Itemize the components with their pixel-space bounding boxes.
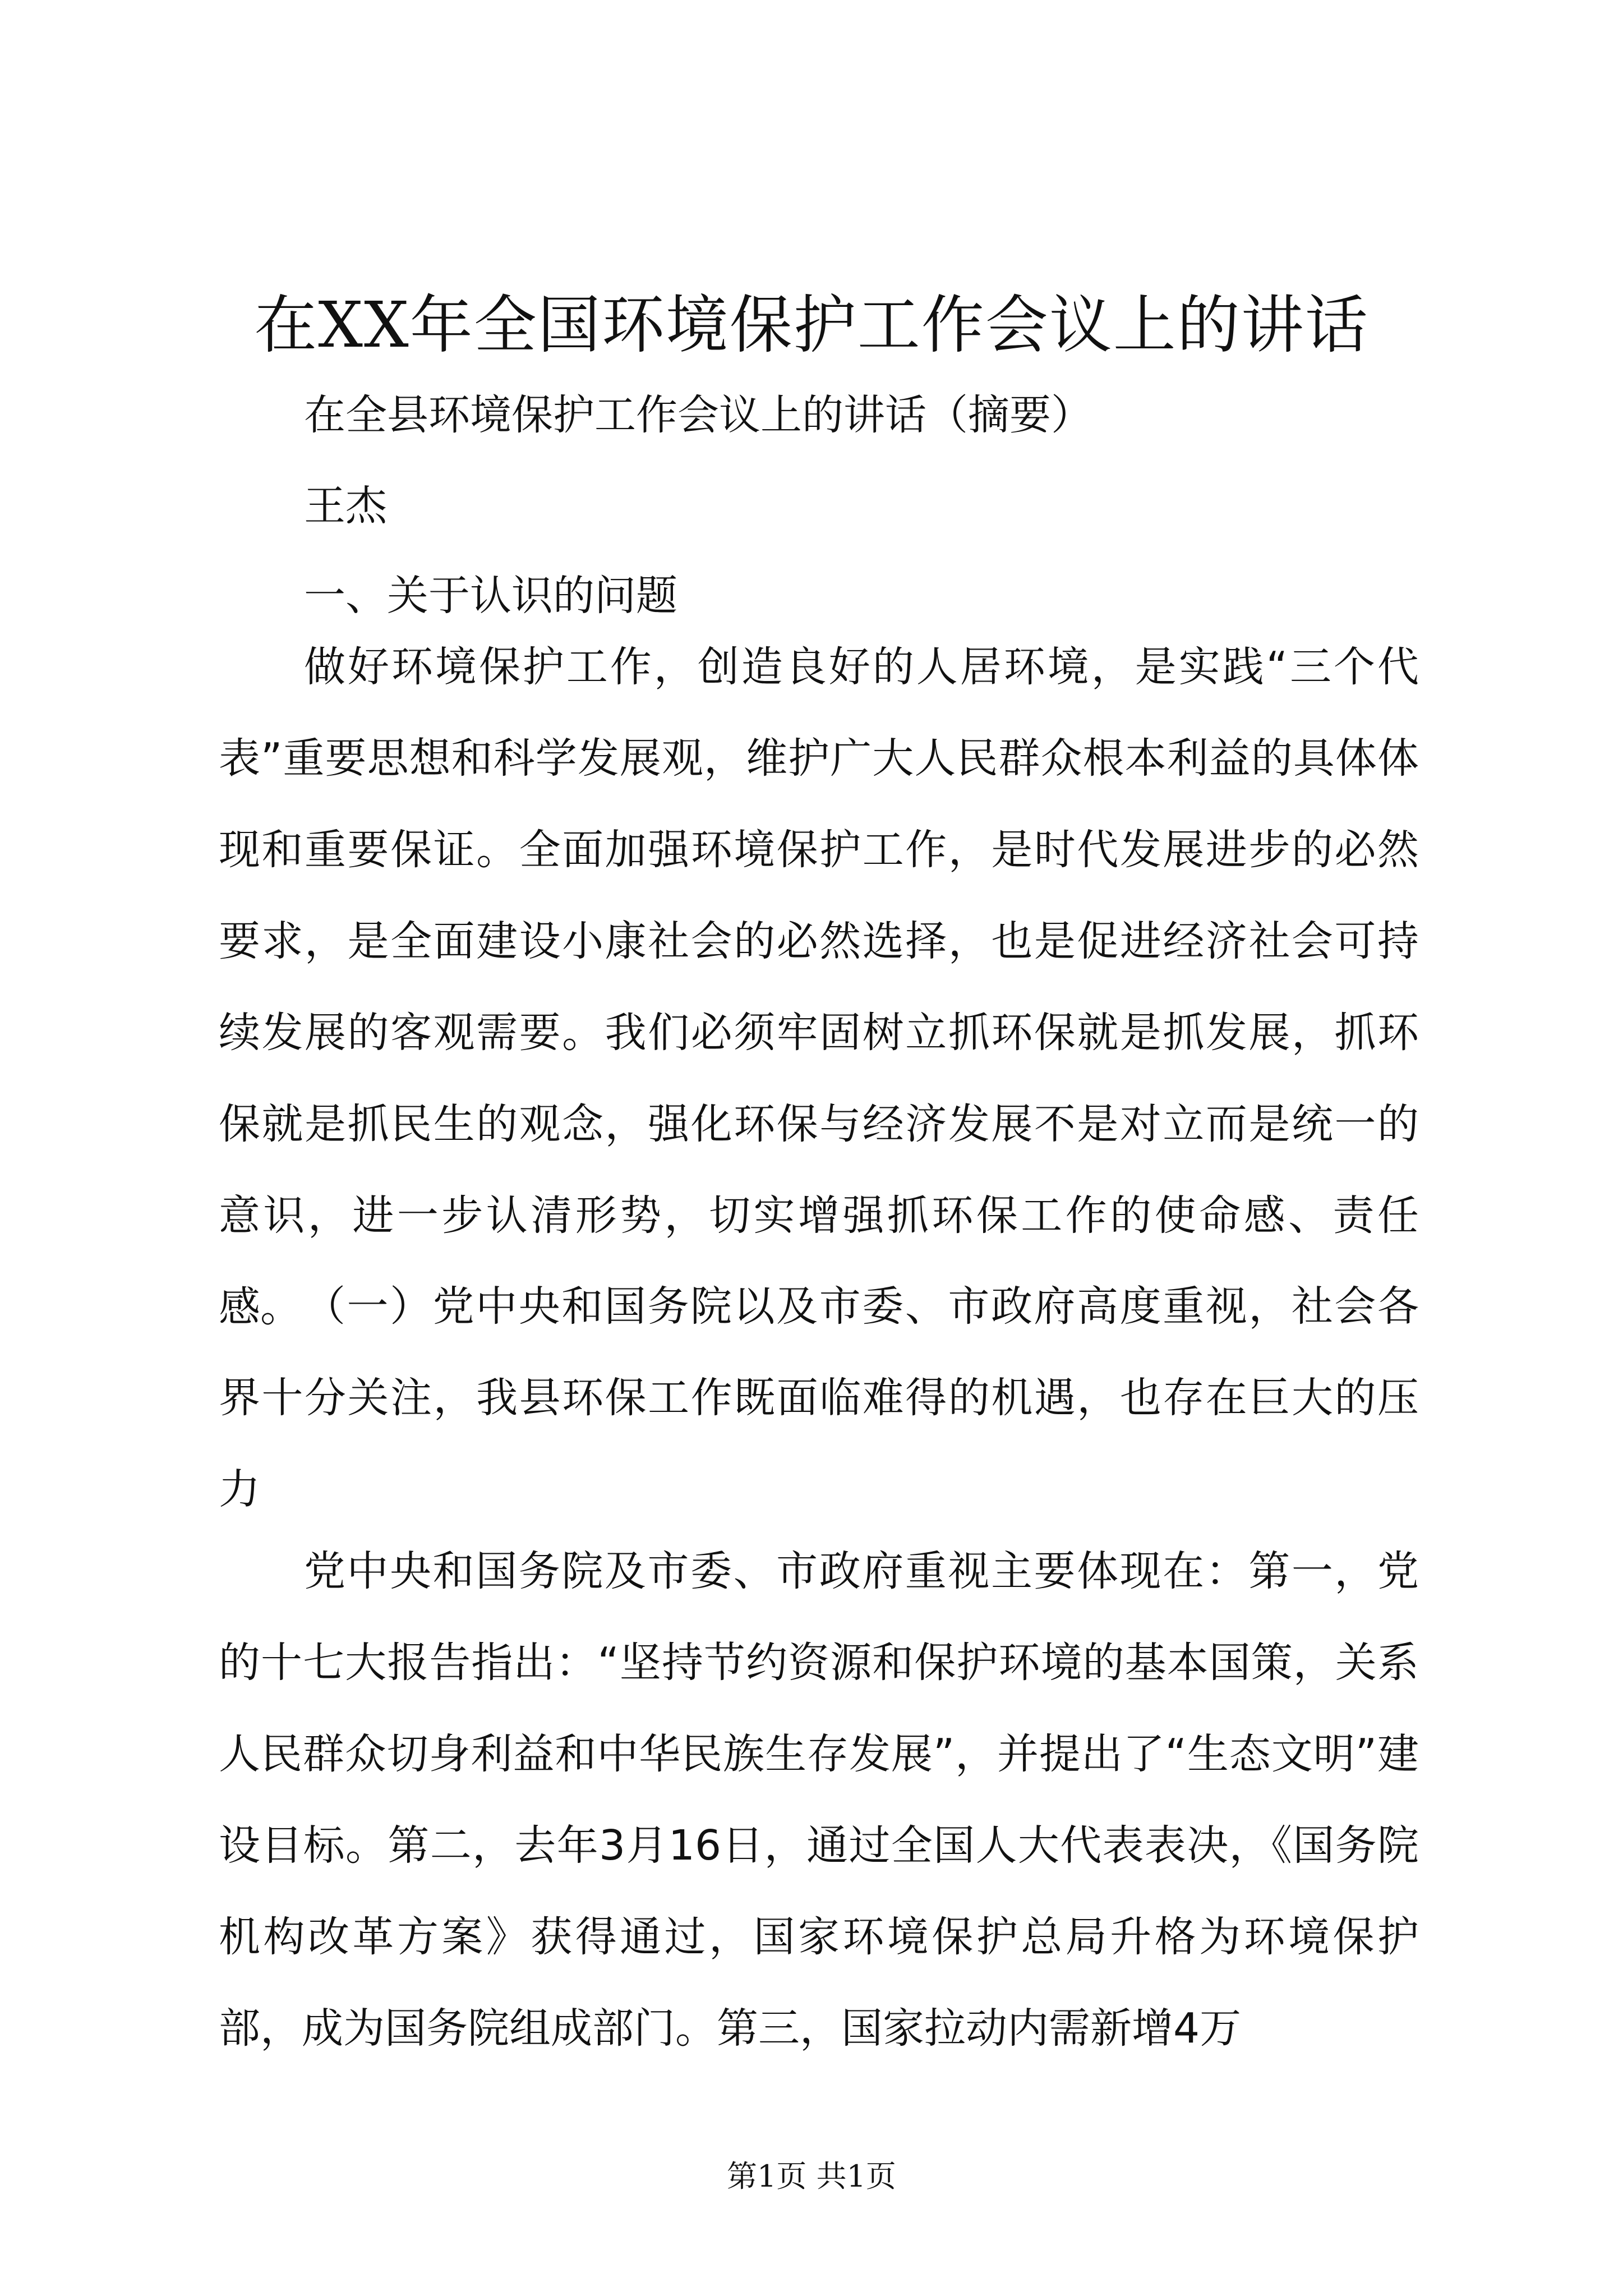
section-heading: 一、关于认识的问题 — [304, 572, 677, 620]
body-paragraph-1: 做好环境保护工作，创造良好的人居环境，是实践“三个代表”重要思想和科学发展观，维护广大人民群众根本利益的具体体现和重要保证。全面加强环境保护工作，是时代发展进步的必然要求，是全面建设小康社会的必然选择，也是促进经济社会可持续发展的客观需要。我们必须牢固树立抓环保就是抓发展，抓环保就是抓民生的观念，强化环保与经济发展不是对立而是统一的意识，进一步认清形势，切实增强抓环保工作的使命感、责任感。 — [219, 643, 1419, 1331]
document-title: 在XX年全国环境保护工作会议上的讲话 — [254, 289, 1369, 362]
author-name: 王杰 — [304, 482, 387, 530]
page-number-footer: 第1页 共1页 — [727, 2159, 896, 2194]
body-paragraph-2: （一）党中央和国务院以及市委、市政府高度重视，社会各界十分关注，我县环保工作既面临难得的机遇，也存在巨大的压力 — [219, 1282, 1419, 1513]
body-paragraph-3: 党中央和国务院及市委、市政府重视主要体现在：第一，党的十七大报告指出：“坚持节约资源和保护环境的基本国策，关系人民群众切身利益和中华民族生存发展”，并提出了“生态文明”建设目标。第二，去年3月16日，通过全国人大代表表决，《国务院机构改革方案》获得通过，国家环境保护总局升格为环境保护部，成为国务院组成部门。第三，国家拉动内需新增4万 — [219, 1547, 1419, 2053]
document-subtitle: 在全县环境保护工作会议上的讲话（摘要） — [304, 391, 1092, 439]
